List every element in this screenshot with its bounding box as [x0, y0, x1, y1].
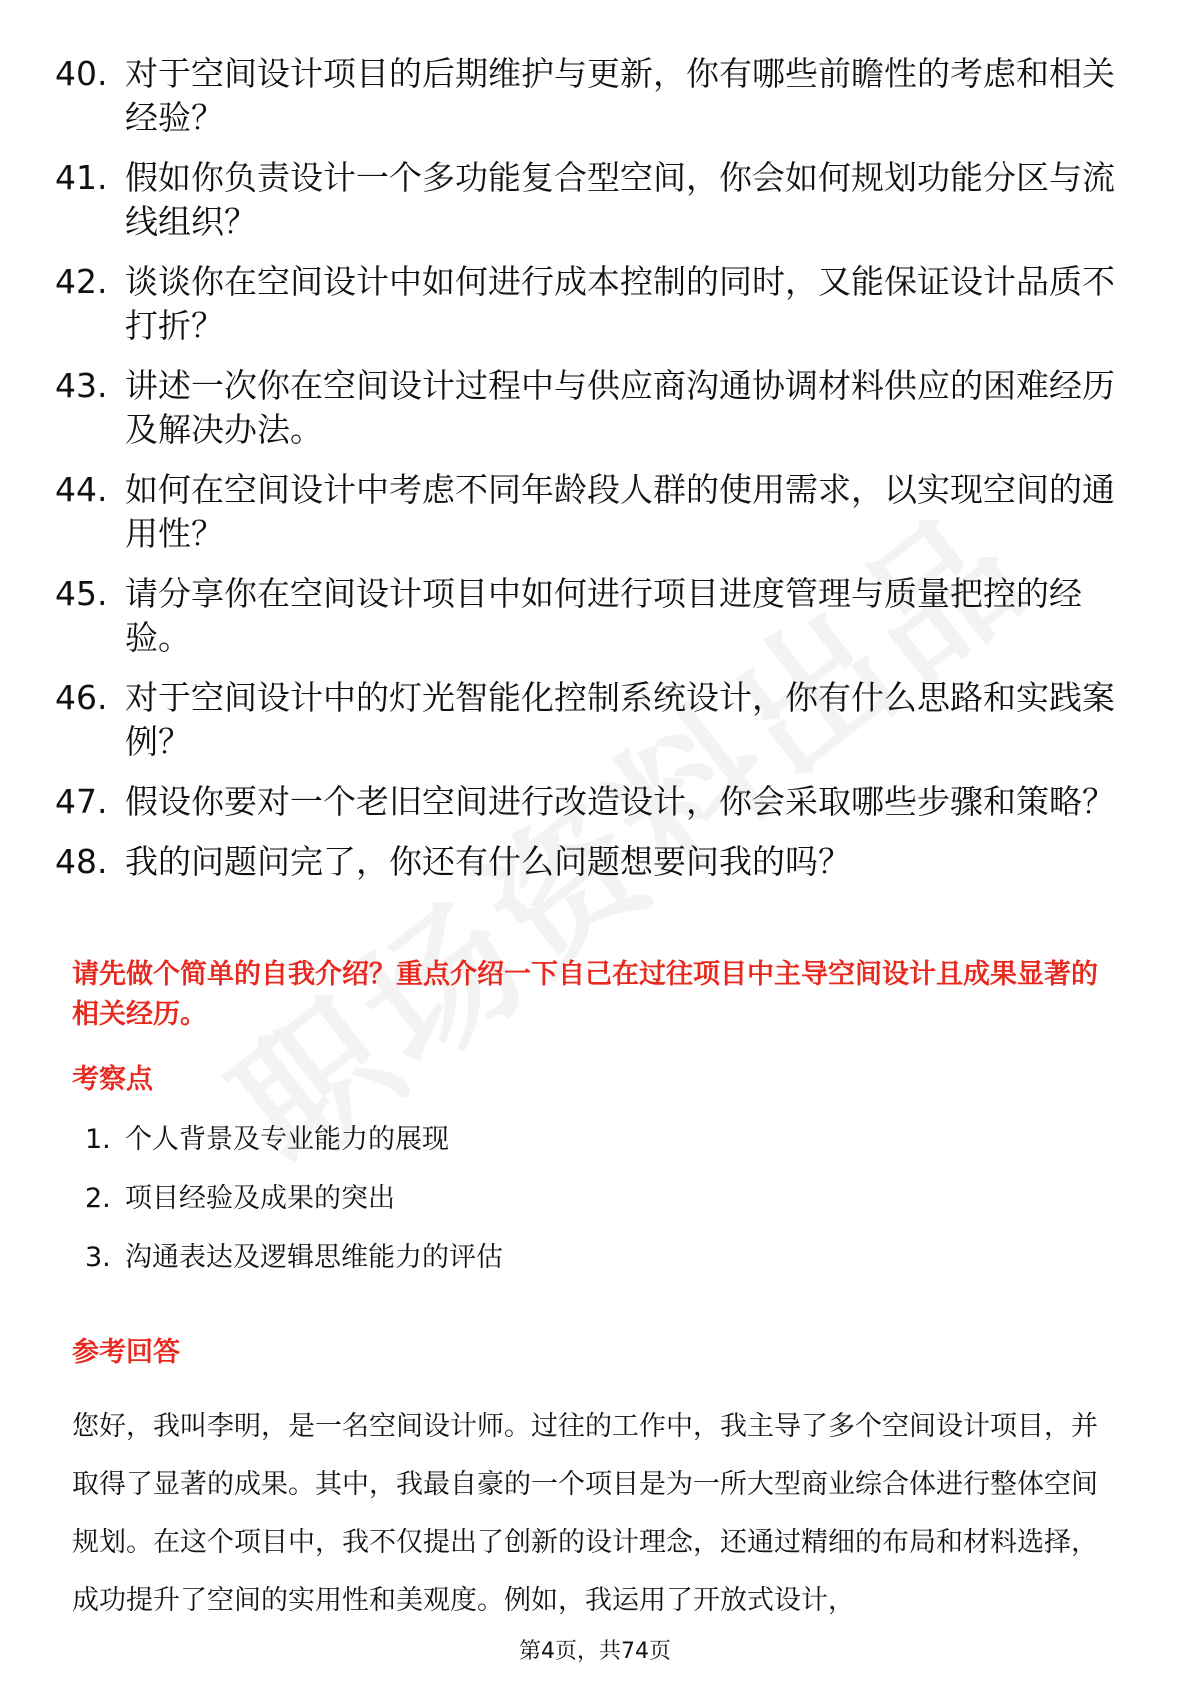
- question-number: 45.: [55, 574, 108, 613]
- question-number: 43.: [55, 366, 108, 405]
- point-text: 项目经验及成果的突出: [125, 1183, 395, 1214]
- question-text: 如何在空间设计中考虑不同年龄段人群的使用需求，以实现空间的通用性？: [125, 470, 1115, 553]
- points-heading: 考察点: [72, 1064, 153, 1095]
- question-number: 42.: [55, 262, 108, 301]
- page-footer: 第4页，共74页: [519, 1639, 671, 1664]
- point-number: 1.: [85, 1124, 111, 1155]
- points-list: [85, 1120, 503, 1297]
- point-item: [85, 1179, 503, 1219]
- question-list: [55, 52, 1135, 900]
- question-item: [55, 840, 1135, 884]
- question-text: 我的问题问完了，你还有什么问题想要问我的吗？: [125, 842, 851, 881]
- main-question-heading: 请先做个简单的自我介绍？重点介绍一下自己在过往项目中主导空间设计且成果显著的相关经历。: [72, 959, 1098, 1030]
- question-number: 41.: [55, 158, 108, 197]
- question-text: 对于空间设计中的灯光智能化控制系统设计，你有什么思路和实践案例？: [125, 678, 1115, 761]
- question-number: 47.: [55, 782, 108, 821]
- question-item: [55, 468, 1135, 556]
- question-text: 讲述一次你在空间设计过程中与供应商沟通协调材料供应的困难经历及解决办法。: [125, 366, 1115, 449]
- point-text: 沟通表达及逻辑思维能力的评估: [125, 1242, 503, 1273]
- point-item: [85, 1238, 503, 1278]
- question-text: 谈谈你在空间设计中如何进行成本控制的同时，又能保证设计品质不打折？: [125, 262, 1115, 345]
- answer-heading: 参考回答: [72, 1337, 180, 1368]
- question-text: 假设你要对一个老旧空间进行改造设计，你会采取哪些步骤和策略？: [125, 782, 1115, 821]
- answer-paragraph: 您好，我叫李明，是一名空间设计师。过往的工作中，我主导了多个空间设计项目，并取得了显著的成果。其中，我最自豪的一个项目是为一所大型商业综合体进行整体空间规划。在这个项目中，我不仅提出了创新的设计理念，还通过精细的布局和材料选择，成功提升了空间的实用性和美观度。例如，我运用了开放式设计，: [72, 1411, 1098, 1616]
- question-item: [55, 52, 1135, 140]
- question-item: [55, 156, 1135, 244]
- question-text: 假如你负责设计一个多功能复合型空间，你会如何规划功能分区与流线组织？: [125, 158, 1115, 241]
- question-number: 40.: [55, 54, 108, 93]
- point-number: 3.: [85, 1242, 111, 1273]
- question-number: 48.: [55, 842, 108, 881]
- question-number: 44.: [55, 470, 108, 509]
- question-item: [55, 572, 1135, 660]
- point-text: 个人背景及专业能力的展现: [125, 1124, 449, 1155]
- point-item: [85, 1120, 503, 1160]
- point-number: 2.: [85, 1183, 111, 1214]
- question-number: 46.: [55, 678, 108, 717]
- question-item: [55, 364, 1135, 452]
- question-item: [55, 676, 1135, 764]
- question-item: [55, 260, 1135, 348]
- question-text: 对于空间设计项目的后期维护与更新，你有哪些前瞻性的考虑和相关经验？: [125, 54, 1115, 137]
- question-text: 请分享你在空间设计项目中如何进行项目进度管理与质量把控的经验。: [125, 574, 1082, 657]
- question-item: [55, 780, 1135, 824]
